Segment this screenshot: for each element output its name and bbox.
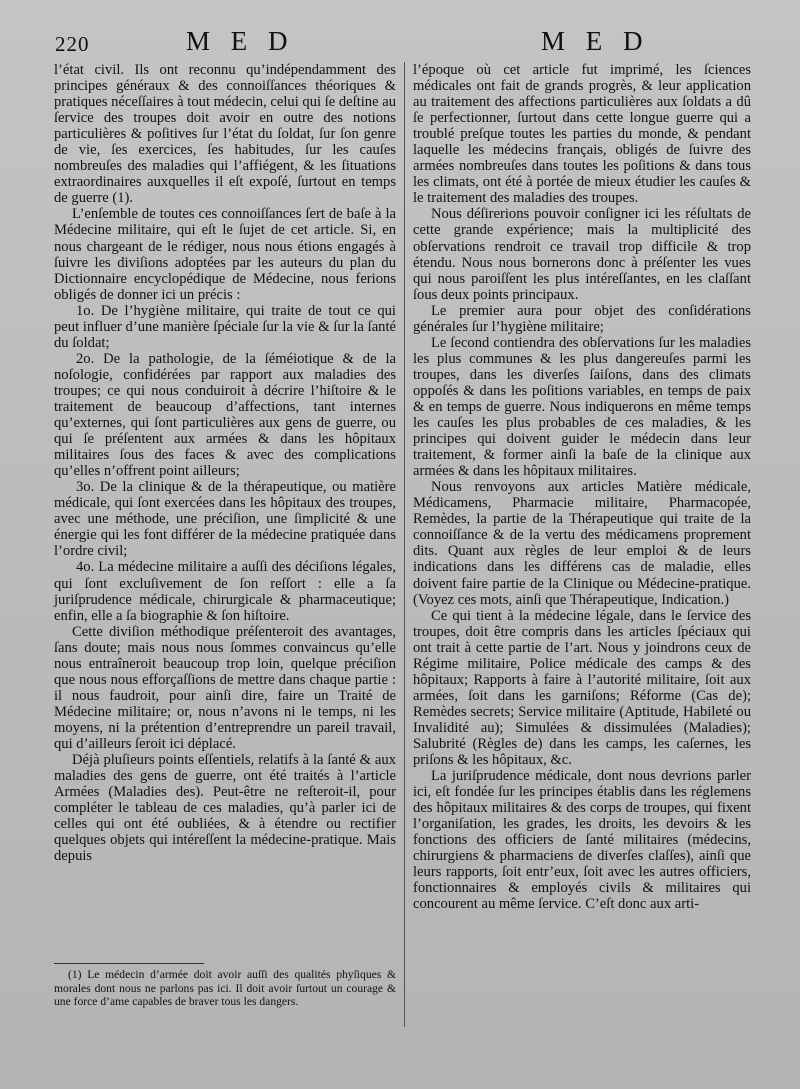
right-column (413, 62, 751, 912)
paragraph: La juriſprudence médicale, dont nous devrions parler ici, eſt fondée ſur les principes établis dans les réglemens des hôpitaux militaires & des corps de troupes, qui fixent l’organiſation, les grades, les droits, les devoirs & les fonctions des officiers de ſanté militaires (médecins, chirurgiens & pharmaciens de diverſes claſſes), ainſi que leurs rapports, ſoit entr’eux, ſoit avec les autres officiers, fonctionnaires & employés civils & militaires qui concourent au même ſervice. C’eſt donc aux arti- (413, 768, 751, 913)
paragraph: Déjà pluſieurs points eſſentiels, relatifs à la ſanté & aux maladies des gens de guerre, ont été traités à l’article Armées (Maladies des). Peut-être ne reſteroit-il, pour compléter le tableau de ces maladies, qu’à parler ici de celles qui ont été oubliées, & à étendre ou rectifier quelques objets qui intéreſſent la médecine-pratique. Mais depuis (54, 752, 396, 865)
paragraph: Nous déſirerions pouvoir conſigner ici les réſultats de cette grande expérience; mais la multiplicité des obſervations rendroit ce travail trop difficile & trop étendu. Nous nous bornerons donc à préſenter les vues qui nous paroiſſent les plus intéreſſantes, en les claſſant ſous deux points principaux. (413, 206, 751, 303)
paragraph: Ce qui tient à la médecine légale, dans le ſervice des troupes, doit être compris dans les articles ſpéciaux qui ont trait à cette partie de l’art. Nous y joindrons ceux de Régime militaire, Police médicale des camps & des hôpitaux; Rapports à faire à l’autorité militaire, ſoit aux armées, ſoit dans les garniſons; Réforme (Cas de); Remèdes secrets; Service militaire (Aptitude, Habileté ou Invalidité au); Simulées & dissimulées (Maladies); Salubrité (Règles de) dans les camps, les caſernes, les priſons & les hôpitaux, &c. (413, 607, 751, 769)
footnote-rule (54, 963, 204, 964)
paragraph: Nous renvoyons aux articles Matière médicale, Médicamens, Pharmacie militaire, Pharmacopée, Remèdes, la partie de la Thérapeutique qui traite de la connoiſſance & de la vertu des médicamens proprement dits. Quant aux règles de leur emploi & de leurs indications dans les différens cas de maladie, elles doivent faire partie de la Clinique ou Médecine-pratique. (Voyez ces mots, ainſi que Thérapeutique, Indication.) (413, 479, 751, 608)
running-head-left: M E D (186, 26, 295, 56)
running-head-right: M E D (541, 26, 650, 56)
left-column (54, 62, 396, 864)
page-header (0, 26, 800, 58)
page-number: 220 (55, 32, 90, 56)
list-item: 1o. De l’hygiène militaire, qui traite de tout ce qui peut influer d’une manière ſpéciale ſur la vie & ſur la ſanté du ſoldat; (54, 302, 396, 351)
paragraph: L’enſemble de toutes ces connoiſſances ſert de baſe à la Médecine militaire, qui eſt le ſujet de cet article. Si, en nous chargeant de le rédiger, nous nous étions engagés à ſuivre les diviſions adoptées par les auteurs du plan du Dictionnaire encyclopédique de Médecine, nous ferions obligés de donner ici un précis : (54, 206, 396, 303)
footnote (54, 968, 396, 1009)
column-divider (404, 62, 405, 1027)
list-item: 4o. La médecine militaire a auſſi des déciſions légales, qui ſont excluſivement de ſon reſſort : elle a ſa juriſprudence médicale, chirurgicale & pharmaceutique; enfin, elle a ſa biographie & ſon hiſtoire. (54, 559, 396, 624)
paragraph: Le ſecond contiendra des obſervations ſur les maladies les plus communes & les plus dangereuſes parmi les troupes, dans les diverſes ſaiſons, dans des climats oppoſés & dans les poſitions variables, en temps de paix & en temps de guerre. Nous indiquerons en même temps les cauſes les plus probables de ces maladies, & les principes qui doivent guider le médecin dans leur traitement, & former ainſi la baſe de la clinique aux armées & dans les hôpitaux militaires. (413, 334, 751, 480)
footnote-text: (1) Le médecin d’armée doit avoir auſſi des qualités phyſiques & morales dont nous ne parlons pas ici. Il doit avoir ſurtout un courage & une force d’ame capables de braver tous les dangers. (54, 968, 396, 1009)
list-item: 3o. De la clinique & de la thérapeutique, ou matière médicale, qui ſont exercées dans les hôpitaux des troupes, avec une méthode, une préciſion, une ſimplicité & une énergie qui les font différer de la médecine pratiquée dans l’ordre civil; (54, 479, 396, 560)
paragraph: l’état civil. Ils ont reconnu qu’indépendamment des principes généraux & des connoiſſances théoriques & pratiques néceſſaires à tout médecin, celui qui ſe deſtine au ſervice des troupes doit avoir en outre des notions particulières & poſitives ſur l’état du ſoldat, ſur ſon genre de vie, ſes exercices, ſes habitudes, ſur les cauſes nombreuſes des maladies qui l’affiégent, & les ſituations extraordinaires auxquelles il eſt expoſé, ſurtout en temps de guerre (1). (54, 62, 397, 207)
list-item: 2o. De la pathologie, de la ſéméiotique & de la noſologie, confidérées par rapport aux maladies des troupes; ce qui nous conduiroit à décrire l’hiſtoire & le traitement de beaucoup d’affections, tant internes qu’externes, qui ſont particulières aux gens de guerre, ou qui ſe préſentent aux armées & dans les hôpitaux militaires ſous des faces & avec des complications qu’elles n’offrent point ailleurs; (54, 350, 396, 480)
paragraph: l’époque où cet article fut imprimé, les ſciences médicales ont fait de grands progrès, & leur application au traitement des affections particulières aux ſoldats a dû ſe perfectionner, ſurtout dans cette longue guerre qui a troublé preſque toutes les parties du monde, & pendant laquelle les médecins français, obligés de ſuivre des armées nombreuſes dans toutes les poſitions & dans tous les climats, ont été à portée de mieux étudier les cauſes & le traitement des maladies des troupes. (413, 62, 751, 207)
paragraph: Cette diviſion méthodique préſenteroit des avantages, ſans doute; mais nous nous ſommes convaincus qu’elle nous entraîneroit beaucoup trop loin, quelque préciſion que nous nous efforçaſſions de mettre dans chaque partie : il nous faudroit, pour ainſi dire, faire un Traité de Médecine militaire; or, nous n’avons ni le temps, ni les moyens, ni la prétention d’entreprendre un pareil travail, qui d’ailleurs ſeroit ici déplacé. (54, 623, 396, 752)
paragraph: Le premier aura pour objet des conſidérations générales ſur l’hygiène militaire; (413, 302, 751, 335)
